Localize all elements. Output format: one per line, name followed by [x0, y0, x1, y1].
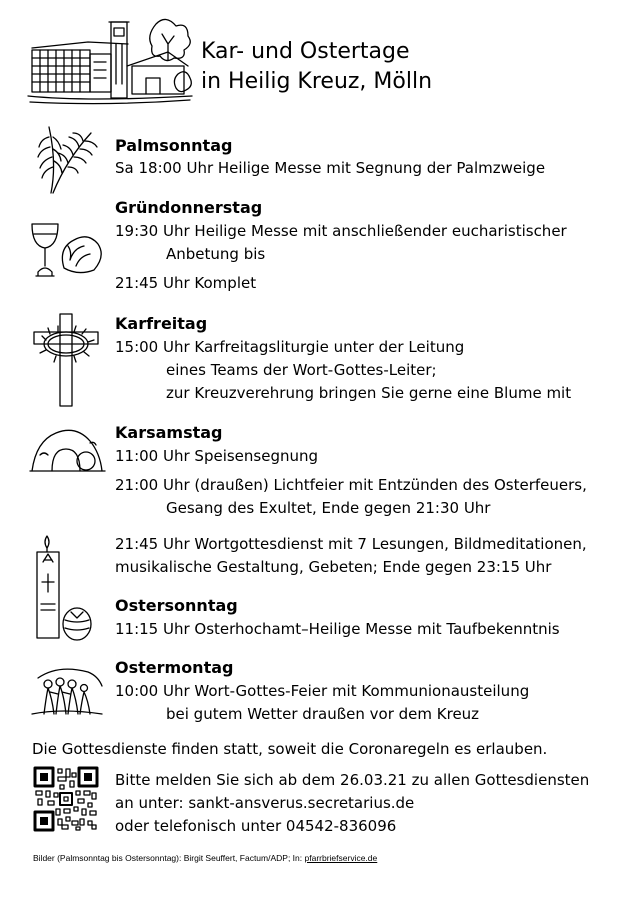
registration-line1: Bitte melden Sie sich ab dem 26.03.21 zu allen Gottesdiensten	[115, 771, 590, 789]
gruendonnerstag-line2: Anbetung bis	[166, 245, 266, 263]
heading-palmsonntag: Palmsonntag	[115, 136, 233, 155]
heading-gruendonnerstag: Gründonnerstag	[115, 198, 263, 217]
karsamstag-line2: 21:00 Uhr (draußen) Lichtfeier mit Entzünden des Osterfeuers,	[115, 476, 587, 494]
heading-ostermontag: Ostermontag	[115, 658, 234, 677]
karfreitag-line1: 15:00 Uhr Karfreitagsliturgie unter der Leitung	[115, 338, 465, 356]
image-credits	[33, 853, 377, 863]
heading-ostersonntag: Ostersonntag	[115, 596, 238, 615]
ostermontag-line2: bei gutem Wetter draußen vor dem Kreuz	[166, 705, 480, 723]
empty-tomb-icon	[30, 425, 105, 475]
palmsonntag-line1: Sa 18:00 Uhr Heilige Messe mit Segnung der Palmzweige	[115, 159, 546, 177]
karsamstag-line5: musikalische Gestaltung, Gebeten; Ende gegen 23:15 Uhr	[115, 558, 552, 576]
corona-notice: Die Gottesdienste finden statt, soweit die Coronaregeln es erlauben.	[32, 740, 548, 758]
ostermontag-line1: 10:00 Uhr Wort-Gottes-Feier mit Kommunionausteilung	[115, 682, 530, 700]
gruendonnerstag-line1: 19:30 Uhr Heilige Messe mit anschließender eucharistischer	[115, 222, 567, 240]
registration-url[interactable]: an unter: sankt-ansverus.secretarius.de	[115, 794, 415, 812]
karsamstag-line4: 21:45 Uhr Wortgottesdienst mit 7 Lesungen, Bildmeditationen,	[115, 535, 587, 553]
page-title-line1: Kar- und Ostertage	[201, 39, 410, 64]
chalice-and-bread-icon	[30, 220, 105, 285]
karfreitag-line3: zur Kreuzverehrung bringen Sie gerne eine Blume mit	[166, 384, 572, 402]
karfreitag-line2: eines Teams der Wort-Gottes-Leiter;	[166, 361, 437, 379]
page-title-line2: in Heilig Kreuz, Mölln	[201, 69, 433, 94]
cross-with-crown-of-thorns-icon	[30, 312, 105, 408]
church-building-icon	[28, 14, 193, 106]
gruendonnerstag-line3: 21:45 Uhr Komplet	[115, 274, 257, 292]
credits-link[interactable]: pfarrbriefservice.de	[304, 853, 378, 863]
ostersonntag-line1: 11:15 Uhr Osterhochamt–Heilige Messe mit Taufbekenntnis	[115, 620, 560, 638]
procession-icon	[30, 658, 105, 720]
karsamstag-line3: Gesang des Exultet, Ende gegen 21:30 Uhr	[166, 499, 491, 517]
registration-phone[interactable]: oder telefonisch unter 04542-836096	[115, 817, 397, 835]
qr-code-icon[interactable]	[34, 767, 98, 831]
palm-branches-icon	[33, 123, 103, 195]
easter-candle-icon	[33, 532, 105, 642]
heading-karfreitag: Karfreitag	[115, 314, 208, 333]
heading-karsamstag: Karsamstag	[115, 423, 223, 442]
karsamstag-line1: 11:00 Uhr Speisensegnung	[115, 447, 319, 465]
credits-text: Bilder (Palmsonntag bis Ostersonntag): Birgit Seuffert, Factum/ADP; In:	[33, 853, 303, 863]
